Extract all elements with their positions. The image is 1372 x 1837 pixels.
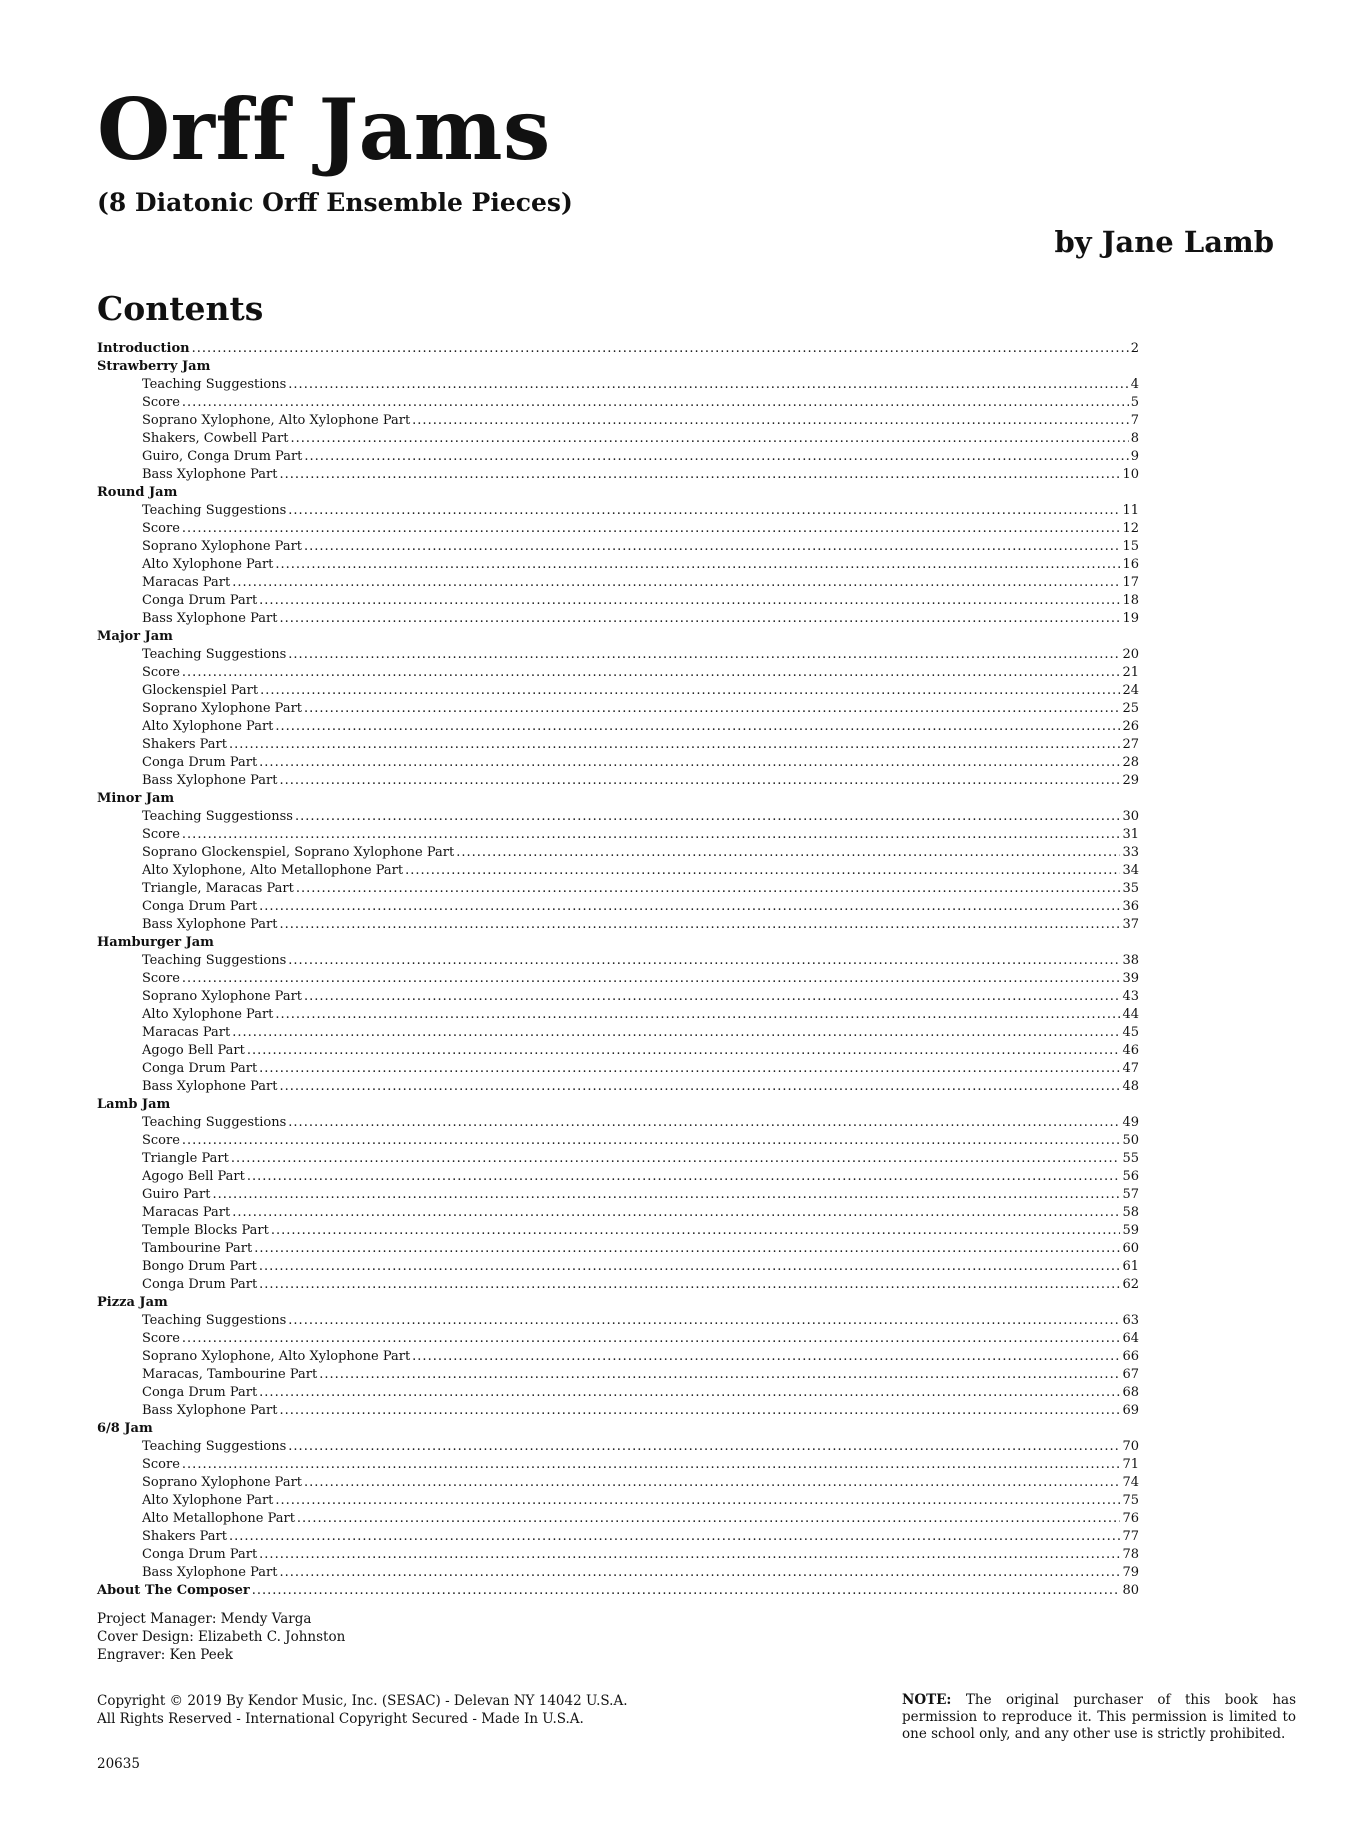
toc-entry-label: Conga Drum Part [142, 899, 258, 914]
toc-entry-label: Shakers, Cowbell Part [142, 431, 289, 446]
toc-page-number: 12 [1122, 521, 1139, 536]
toc-entry [97, 610, 1139, 628]
toc-entry-label: Score [142, 827, 180, 842]
toc-entry-label: Agogo Bell Part [142, 1043, 245, 1058]
table-of-contents [97, 340, 1139, 1600]
toc-entry [97, 1546, 1139, 1564]
toc-section [97, 358, 1139, 376]
toc-entry-label: Bass Xylophone Part [142, 611, 278, 626]
note-text: The original purchaser of this book has permission to reproduce it. This permission is limited to one school only, and any other use is strictly prohibited. [902, 1692, 1296, 1742]
toc-entry [97, 880, 1139, 898]
toc-page-number: 56 [1122, 1169, 1139, 1184]
toc-entry-label: Alto Xylophone Part [142, 557, 274, 572]
toc-entry-label: Teaching Suggestionss [142, 809, 293, 824]
engraver-credit: Engraver: Ken Peek [97, 1647, 233, 1663]
toc-entry-label: Conga Drum Part [142, 1061, 258, 1076]
toc-entry [97, 1132, 1139, 1150]
toc-page-number: 48 [1122, 1079, 1139, 1094]
toc-entry-label: Conga Drum Part [142, 1547, 258, 1562]
toc-page-number: 50 [1122, 1133, 1139, 1148]
toc-entry [97, 646, 1139, 664]
toc-section [97, 1582, 1139, 1600]
dot-leader [232, 574, 1120, 592]
toc-entry-label: 6/8 Jam [97, 1421, 153, 1436]
toc-page-number: 19 [1122, 611, 1139, 626]
toc-entry [97, 1078, 1139, 1096]
toc-entry [97, 1186, 1139, 1204]
toc-entry-label: Pizza Jam [97, 1295, 168, 1310]
toc-entry [97, 898, 1139, 916]
toc-page-number: 18 [1122, 593, 1139, 608]
toc-entry [97, 574, 1139, 592]
dot-leader [275, 718, 1120, 736]
reproduction-note [902, 1692, 1296, 1743]
toc-page-number: 80 [1122, 1583, 1139, 1598]
dot-leader [288, 502, 1120, 520]
dot-leader [295, 808, 1120, 826]
toc-entry [97, 1402, 1139, 1420]
toc-entry-label: Bass Xylophone Part [142, 773, 278, 788]
toc-entry-label: Major Jam [97, 629, 173, 644]
dot-leader [296, 880, 1121, 898]
toc-entry-label: Soprano Xylophone, Alto Xylophone Part [142, 1349, 411, 1364]
toc-entry [97, 1204, 1139, 1222]
toc-entry-label: Conga Drum Part [142, 1385, 258, 1400]
toc-entry-label: Soprano Xylophone, Alto Xylophone Part [142, 413, 411, 428]
toc-page-number: 17 [1122, 575, 1139, 590]
toc-entry [97, 1276, 1139, 1294]
dot-leader [232, 1024, 1120, 1042]
toc-page-number: 11 [1122, 503, 1139, 518]
toc-entry [97, 1366, 1139, 1384]
contents-heading: Contents [97, 289, 264, 328]
toc-entry-label: Bongo Drum Part [142, 1259, 257, 1274]
dot-leader [288, 376, 1128, 394]
toc-entry-label: Score [142, 1133, 180, 1148]
toc-page-number: 78 [1122, 1547, 1139, 1562]
toc-page-number: 77 [1122, 1529, 1139, 1544]
toc-entry [97, 1312, 1139, 1330]
toc-entry [97, 1384, 1139, 1402]
toc-entry [97, 1474, 1139, 1492]
toc-entry-label: Minor Jam [97, 791, 175, 806]
toc-entry-label: Alto Xylophone Part [142, 719, 274, 734]
toc-entry [97, 682, 1139, 700]
toc-entry-label: Teaching Suggestions [142, 1313, 287, 1328]
dot-leader [252, 1582, 1121, 1600]
toc-entry [97, 448, 1139, 466]
toc-page-number: 39 [1122, 971, 1139, 986]
toc-entry [97, 754, 1139, 772]
toc-page-number: 8 [1130, 431, 1139, 446]
toc-page-number: 15 [1122, 539, 1139, 554]
toc-page-number: 58 [1122, 1205, 1139, 1220]
dot-leader [412, 412, 1129, 430]
dot-leader [304, 1474, 1120, 1492]
toc-entry-label: Conga Drum Part [142, 1277, 258, 1292]
toc-entry-label: Alto Metallophone Part [142, 1511, 295, 1526]
toc-page-number: 37 [1122, 917, 1139, 932]
toc-entry-label: Teaching Suggestions [142, 953, 287, 968]
dot-leader [182, 1132, 1121, 1150]
toc-entry [97, 988, 1139, 1006]
toc-page-number: 4 [1130, 377, 1139, 392]
copyright-line: Copyright © 2019 By Kendor Music, Inc. (SESAC) - Delevan NY 14042 U.S.A. [97, 1693, 628, 1709]
dot-leader [304, 988, 1120, 1006]
toc-entry-label: Conga Drum Part [142, 755, 258, 770]
dot-leader [405, 862, 1120, 880]
toc-page-number: 20 [1122, 647, 1139, 662]
toc-section [97, 1294, 1139, 1312]
toc-entry [97, 1006, 1139, 1024]
toc-entry-label: Strawberry Jam [97, 359, 211, 374]
toc-page-number: 62 [1122, 1277, 1139, 1292]
toc-page-number: 31 [1122, 827, 1139, 842]
toc-page-number: 30 [1122, 809, 1139, 824]
dot-leader [279, 1564, 1120, 1582]
toc-page-number: 71 [1122, 1457, 1139, 1472]
toc-entry [97, 1456, 1139, 1474]
book-subtitle: (8 Diatonic Orff Ensemble Pieces) [97, 188, 573, 217]
toc-entry [97, 916, 1139, 934]
toc-page-number: 74 [1122, 1475, 1139, 1490]
toc-page-number: 26 [1122, 719, 1139, 734]
dot-leader [259, 1060, 1120, 1078]
dot-leader [247, 1042, 1121, 1060]
toc-section [97, 340, 1139, 358]
toc-entry-label: Teaching Suggestions [142, 503, 287, 518]
toc-section [97, 1420, 1139, 1438]
toc-entry-label: Triangle, Maracas Part [142, 881, 294, 896]
toc-entry-label: Bass Xylophone Part [142, 1565, 278, 1580]
dot-leader [279, 916, 1120, 934]
dot-leader [456, 844, 1120, 862]
toc-entry [97, 664, 1139, 682]
dot-leader [288, 952, 1120, 970]
author-byline: by Jane Lamb [1054, 225, 1274, 259]
dot-leader [260, 682, 1120, 700]
toc-entry [97, 826, 1139, 844]
toc-section [97, 934, 1139, 952]
toc-entry [97, 700, 1139, 718]
toc-entry-label: Lamb Jam [97, 1097, 171, 1112]
toc-entry [97, 1060, 1139, 1078]
toc-page-number: 24 [1122, 683, 1139, 698]
dot-leader [275, 556, 1120, 574]
toc-page-number: 67 [1122, 1367, 1139, 1382]
toc-entry-label: Maracas Part [142, 575, 231, 590]
toc-entry [97, 592, 1139, 610]
toc-page-number: 33 [1122, 845, 1139, 860]
toc-entry-label: Guiro Part [142, 1187, 211, 1202]
toc-page-number: 76 [1122, 1511, 1139, 1526]
toc-entry [97, 736, 1139, 754]
toc-page-number: 34 [1122, 863, 1139, 878]
dot-leader [412, 1348, 1120, 1366]
toc-page-number: 75 [1122, 1493, 1139, 1508]
toc-entry-label: Soprano Xylophone Part [142, 701, 303, 716]
toc-page-number: 45 [1122, 1025, 1139, 1040]
toc-page-number: 43 [1122, 989, 1139, 1004]
toc-section [97, 790, 1139, 808]
toc-page-number: 49 [1122, 1115, 1139, 1130]
toc-entry-label: Tambourine Part [142, 1241, 253, 1256]
toc-entry-label: Hamburger Jam [97, 935, 214, 950]
toc-entry-label: About The Composer [97, 1583, 250, 1598]
toc-entry-label: Round Jam [97, 485, 178, 500]
catalog-number: 20635 [97, 1756, 140, 1772]
dot-leader [279, 772, 1120, 790]
toc-page-number: 68 [1122, 1385, 1139, 1400]
copyright-block [97, 1692, 628, 1728]
toc-entry-label: Conga Drum Part [142, 593, 258, 608]
dot-leader [192, 340, 1129, 358]
toc-entry-label: Score [142, 521, 180, 536]
toc-page-number: 10 [1122, 467, 1139, 482]
toc-entry-label: Maracas, Tambourine Part [142, 1367, 318, 1382]
dot-leader [319, 1366, 1120, 1384]
dot-leader [259, 1258, 1121, 1276]
toc-entry [97, 718, 1139, 736]
toc-entry-label: Score [142, 1331, 180, 1346]
toc-entry-label: Bass Xylophone Part [142, 1403, 278, 1418]
toc-entry [97, 376, 1139, 394]
toc-page-number: 28 [1122, 755, 1139, 770]
book-title: Orff Jams [97, 80, 551, 179]
dot-leader [290, 430, 1128, 448]
toc-entry-label: Soprano Xylophone Part [142, 539, 303, 554]
toc-page-number: 7 [1130, 413, 1139, 428]
toc-entry-label: Guiro, Conga Drum Part [142, 449, 303, 464]
dot-leader [182, 520, 1121, 538]
toc-entry [97, 538, 1139, 556]
dot-leader [288, 646, 1120, 664]
toc-page-number: 46 [1122, 1043, 1139, 1058]
toc-entry-label: Bass Xylophone Part [142, 1079, 278, 1094]
dot-leader [259, 754, 1120, 772]
toc-entry [97, 430, 1139, 448]
toc-entry-label: Teaching Suggestions [142, 1439, 287, 1454]
toc-entry-label: Score [142, 1457, 180, 1472]
note-label: NOTE: [902, 1692, 952, 1708]
toc-page-number: 9 [1130, 449, 1139, 464]
toc-page-number: 16 [1122, 557, 1139, 572]
toc-entry-label: Soprano Xylophone Part [142, 989, 303, 1004]
toc-entry [97, 1240, 1139, 1258]
dot-leader [304, 448, 1128, 466]
toc-entry [97, 808, 1139, 826]
toc-page-number: 60 [1122, 1241, 1139, 1256]
toc-entry-label: Teaching Suggestions [142, 1115, 287, 1130]
toc-entry [97, 1042, 1139, 1060]
toc-entry [97, 520, 1139, 538]
toc-page-number: 61 [1122, 1259, 1139, 1274]
toc-entry-label: Introduction [97, 341, 190, 356]
toc-entry-label: Bass Xylophone Part [142, 467, 278, 482]
dot-leader [182, 1330, 1121, 1348]
dot-leader [182, 1456, 1121, 1474]
toc-section [97, 484, 1139, 502]
toc-entry-label: Score [142, 395, 180, 410]
toc-entry [97, 862, 1139, 880]
toc-entry [97, 1258, 1139, 1276]
dot-leader [304, 538, 1120, 556]
toc-entry-label: Alto Xylophone Part [142, 1007, 274, 1022]
dot-leader [259, 1384, 1120, 1402]
toc-page-number: 70 [1122, 1439, 1139, 1454]
toc-entry-label: Maracas Part [142, 1025, 231, 1040]
dot-leader [182, 394, 1129, 412]
toc-section [97, 628, 1139, 646]
toc-entry-label: Glockenspiel Part [142, 683, 259, 698]
toc-entry-label: Alto Xylophone, Alto Metallophone Part [142, 863, 404, 878]
toc-entry [97, 772, 1139, 790]
toc-entry-label: Soprano Xylophone Part [142, 1475, 303, 1490]
toc-page-number: 36 [1122, 899, 1139, 914]
project-manager-credit: Project Manager: Mendy Varga [97, 1611, 312, 1627]
toc-entry [97, 1150, 1139, 1168]
toc-entry [97, 1114, 1139, 1132]
toc-entry-label: Shakers Part [142, 737, 227, 752]
toc-entry [97, 1330, 1139, 1348]
toc-page-number: 5 [1130, 395, 1139, 410]
dot-leader [259, 592, 1120, 610]
toc-entry [97, 844, 1139, 862]
toc-page-number: 25 [1122, 701, 1139, 716]
dot-leader [279, 466, 1120, 484]
dot-leader [297, 1510, 1121, 1528]
dot-leader [259, 1546, 1120, 1564]
toc-page-number: 21 [1122, 665, 1139, 680]
toc-entry [97, 394, 1139, 412]
toc-entry [97, 556, 1139, 574]
toc-entry [97, 1510, 1139, 1528]
toc-page-number: 64 [1122, 1331, 1139, 1346]
toc-page-number: 2 [1130, 341, 1139, 356]
dot-leader [229, 736, 1120, 754]
toc-entry [97, 502, 1139, 520]
toc-entry-label: Alto Xylophone Part [142, 1493, 274, 1508]
dot-leader [182, 664, 1121, 682]
dot-leader [247, 1168, 1121, 1186]
cover-design-credit: Cover Design: Elizabeth C. Johnston [97, 1629, 346, 1645]
toc-entry [97, 1222, 1139, 1240]
dot-leader [229, 1528, 1120, 1546]
dot-leader [275, 1006, 1120, 1024]
toc-page-number: 27 [1122, 737, 1139, 752]
toc-page-number: 35 [1122, 881, 1139, 896]
dot-leader [254, 1240, 1120, 1258]
toc-entry-label: Shakers Part [142, 1529, 227, 1544]
toc-page-number: 29 [1122, 773, 1139, 788]
toc-entry [97, 1564, 1139, 1582]
dot-leader [232, 1204, 1120, 1222]
toc-entry [97, 466, 1139, 484]
dot-leader [231, 1150, 1121, 1168]
toc-entry-label: Bass Xylophone Part [142, 917, 278, 932]
toc-entry-label: Maracas Part [142, 1205, 231, 1220]
toc-page-number: 44 [1122, 1007, 1139, 1022]
toc-entry [97, 970, 1139, 988]
toc-page-number: 59 [1122, 1223, 1139, 1238]
dot-leader [279, 1078, 1120, 1096]
dot-leader [259, 898, 1120, 916]
dot-leader [288, 1312, 1120, 1330]
toc-page-number: 63 [1122, 1313, 1139, 1328]
toc-entry [97, 1348, 1139, 1366]
dot-leader [259, 1276, 1120, 1294]
toc-entry-label: Teaching Suggestions [142, 377, 287, 392]
toc-page-number: 55 [1122, 1151, 1139, 1166]
dot-leader [182, 970, 1121, 988]
toc-page-number: 79 [1122, 1565, 1139, 1580]
toc-entry-label: Teaching Suggestions [142, 647, 287, 662]
toc-entry [97, 1492, 1139, 1510]
toc-page-number: 38 [1122, 953, 1139, 968]
toc-page-number: 47 [1122, 1061, 1139, 1076]
toc-section [97, 1096, 1139, 1114]
dot-leader [288, 1114, 1120, 1132]
toc-entry [97, 412, 1139, 430]
dot-leader [279, 1402, 1120, 1420]
toc-entry [97, 1528, 1139, 1546]
toc-entry [97, 1024, 1139, 1042]
dot-leader [275, 1492, 1120, 1510]
dot-leader [279, 610, 1120, 628]
toc-page-number: 66 [1122, 1349, 1139, 1364]
toc-entry-label: Soprano Glockenspiel, Soprano Xylophone Part [142, 845, 455, 860]
rights-line: All Rights Reserved - International Copyright Secured - Made In U.S.A. [97, 1711, 584, 1727]
dot-leader [182, 826, 1121, 844]
toc-entry-label: Triangle Part [142, 1151, 229, 1166]
toc-entry-label: Temple Blocks Part [142, 1223, 269, 1238]
toc-page-number: 69 [1122, 1403, 1139, 1418]
toc-entry-label: Score [142, 971, 180, 986]
dot-leader [212, 1186, 1120, 1204]
dot-leader [288, 1438, 1120, 1456]
credits-block [97, 1610, 345, 1664]
dot-leader [304, 700, 1120, 718]
toc-entry [97, 1438, 1139, 1456]
toc-entry-label: Score [142, 665, 180, 680]
toc-entry [97, 952, 1139, 970]
dot-leader [271, 1222, 1121, 1240]
toc-entry [97, 1168, 1139, 1186]
toc-entry-label: Agogo Bell Part [142, 1169, 245, 1184]
toc-page-number: 57 [1122, 1187, 1139, 1202]
